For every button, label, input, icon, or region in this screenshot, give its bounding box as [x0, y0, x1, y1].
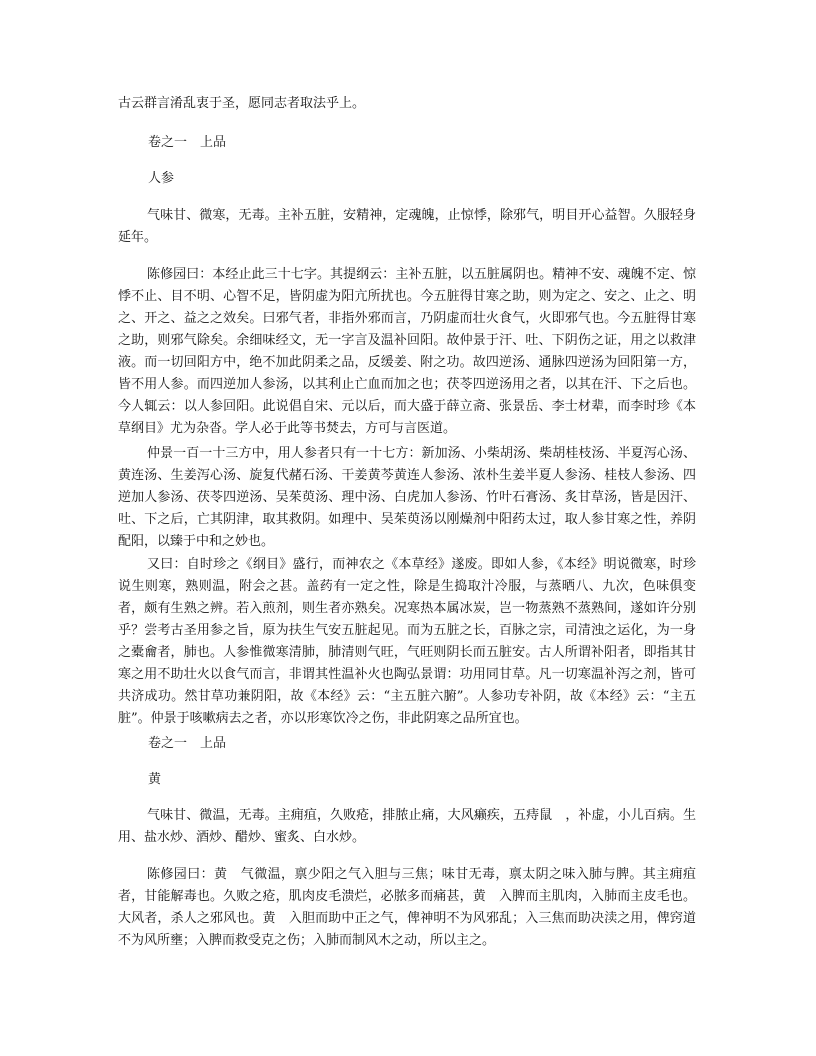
entry-title: 人参 — [148, 171, 175, 186]
commentary-paragraph: 仲景一百一十三方中，用人参者只有一十七方：新加汤、小柴胡汤、柴胡桂枝汤、半夏泻心汤、黄连汤、生姜泻心汤、旋复代赭石汤、干姜黄芩黄连人参汤、浓朴生姜半夏人参汤、桂枝人参汤、四逆加人参汤、茯苓四逆汤、吴茱萸汤、理中汤、白虎加人参汤、竹叶石膏汤、炙甘草汤，皆是因汗、吐、下之后，亡其阴津，取其救阴。如理中、吴茱萸汤以刚燥剂中阳药太过，取人参甘寒之性，养阴配阳，以臻于中和之妙也。 — [118, 446, 696, 549]
intro-line: 古云群言淆乱衷于圣，愿同志者取法乎上。 — [118, 96, 366, 111]
commentary-paragraph: 又曰：自时珍之《纲目》盛行，而神农之《本草经》遂废。即如人参，《本经》明说微寒，时珍说生则寒，熟则温，附会之甚。盖药有一定之性，除是生捣取汁冷服，与蒸晒八、九次，色味俱变者，颇有生熟之辨。若入煎剂，则生者亦熟矣。况寒热本属冰炭，岂一物蒸熟不蒸熟间，遂如许分别乎？尝考古圣用参之旨，原为扶生气安五脏起见。而为五脏之长，百脉之宗，司清浊之运化，为一身之橐龠者，肺也。人参惟微寒清肺，肺清则气旺，气旺则阴长而五脏安。古人所谓补阳者，即指其甘寒之用不助壮火以食气而言，非谓其性温补火也陶弘景谓：功用同甘草。凡一切寒温补泻之剂，皆可共济成功。然甘草功兼阴阳，故《本经》云：“主五脏六腑”。人参功专补阴，故《本经》云：“主五脏”。仲景于咳嗽病去之者，亦以形寒饮冷之伤，非此阴寒之品所宜也。 — [118, 557, 696, 726]
commentary-paragraph: 陈修园曰：黄 气微温，禀少阳之气入胆与三焦；味甘无毒，禀太阴之味入肺与脾。其主痈疽者，甘能解毒也。久败之疮，肌肉皮毛溃烂，必脓多而痛甚，黄 入脾而主肌肉，入肺而主皮毛也。大风者，杀人之邪风也。黄 入胆而助中正之气，俾神明不为风邪乱；入三焦而助决渎之用，俾窍道不为风所壅；入脾而救受克之伤；入肺而制风木之动，所以主之。 — [118, 867, 696, 948]
commentary-paragraph: 陈修园曰：本经止此三十七字。其提纲云：主补五脏，以五脏属阴也。精神不安、魂魄不定、惊悸不止、目不明、心智不足，皆阴虚为阳亢所扰也。今五脏得甘寒之助，则为定之、安之、止之、明之、开之、益之之效矣。曰邪气者，非指外邪而言，乃阴虚而壮火食气，火即邪气也。今五脏得甘寒之助，则邪气除矣。余细味经文，无一字言及温补回阳。故仲景于汗、吐、下阴伤之证，用之以救津液。而一切回阳方中，绝不加此阴柔之品，反缓姜、附之功。故四逆汤、通脉四逆汤为回阳第一方，皆不用人参。而四逆加人参汤，以其利止亡血而加之也；茯苓四逆汤用之者，以其在汗、下之后也。今人辄云：以人参回阳。此说倡自宋、元以后，而大盛于薛立斋、张景岳、李士材辈，而李时珍《本草纲目》尤为杂沓。学人必于此等书焚去，方可与言医道。 — [118, 267, 696, 436]
entry-description: 气味甘、微温，无毒。主痈疽，久败疮，排脓止痛，大风癞疾，五痔鼠 ，补虚，小儿百病。生用、盐水炒、酒炒、醋炒、蜜炙、白水炒。 — [118, 808, 696, 845]
section-heading: 卷之一 上品 — [148, 135, 227, 150]
entry-description: 气味甘、微寒，无毒。主补五脏，安精神，定魂魄，止惊悸，除邪气，明目开心益智。久服轻身延年。 — [118, 208, 696, 245]
entry-title: 黄 — [148, 772, 162, 787]
section-heading: 卷之一 上品 — [148, 736, 227, 751]
